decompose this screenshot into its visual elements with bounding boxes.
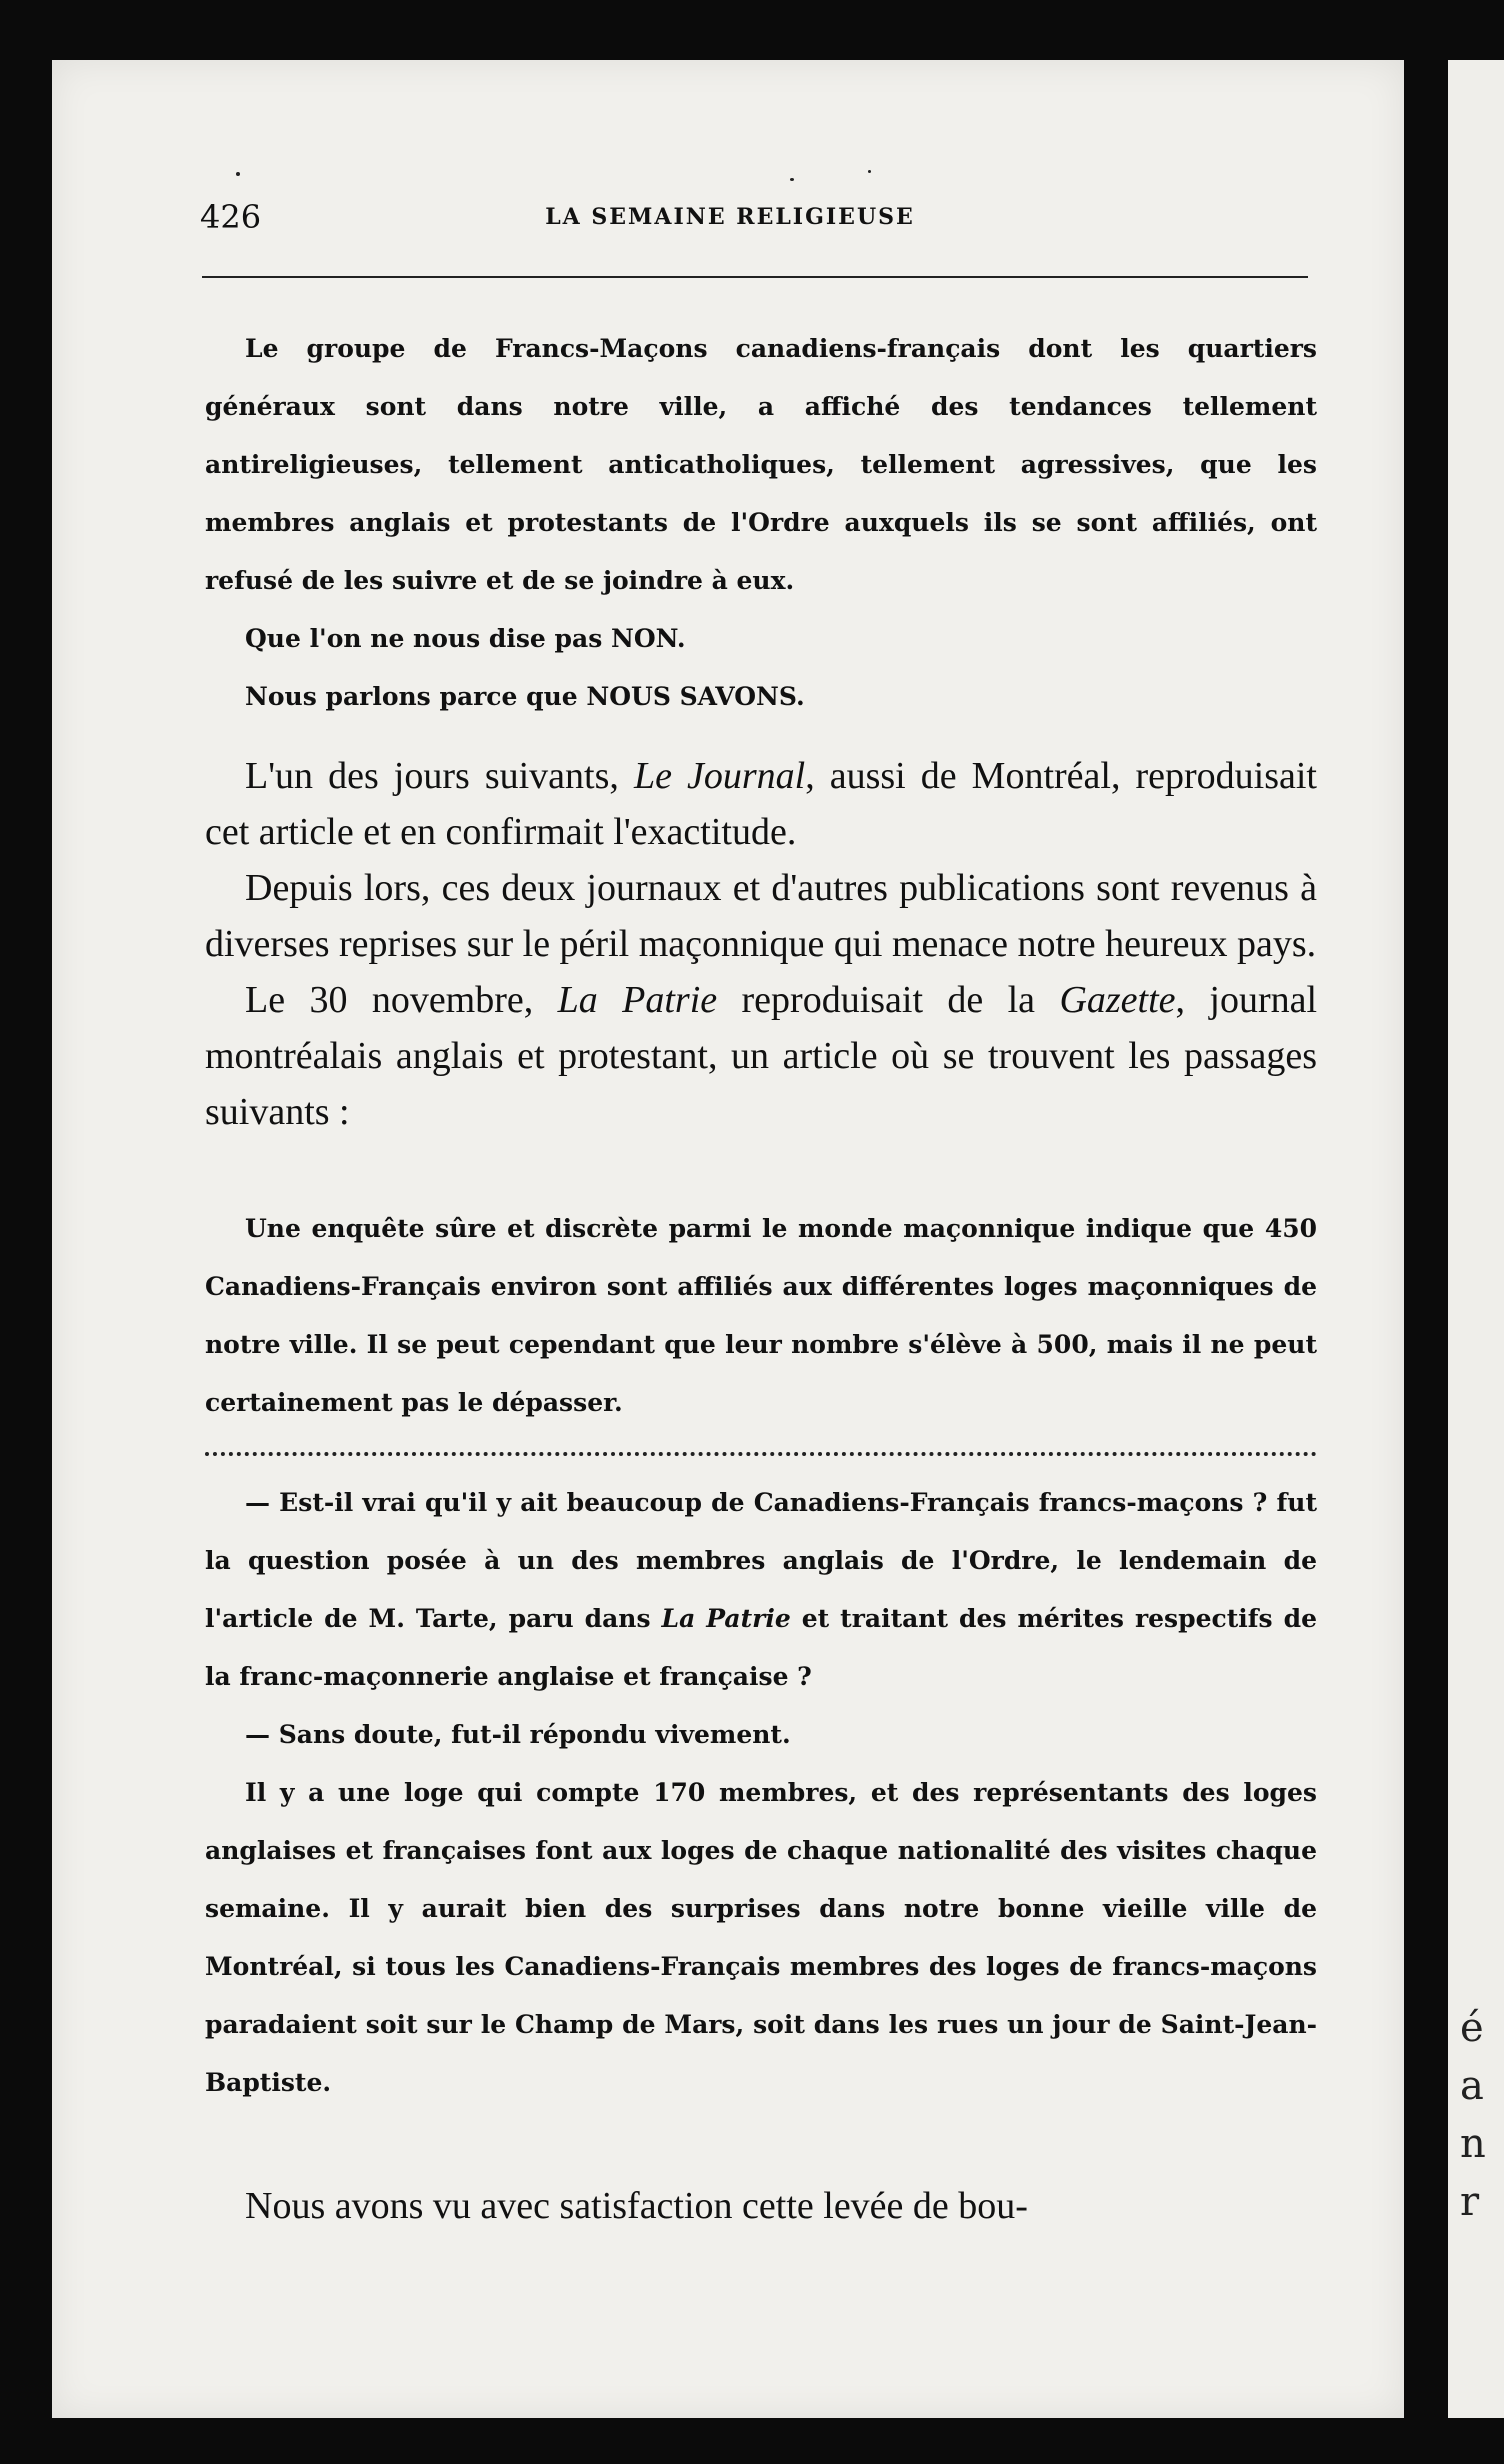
quote-paragraph: Une enquête sûre et discrète parmi le monde maçonnique indique que 450 Canadiens-Français environ sont affiliés aux différentes loges maçonniques de notre ville. Il se peut cependant que leur nombre s'élève à 500, mais il ne peut certainement pas le dépasser.: [205, 1214, 1317, 1417]
small-caps-text: NOUS SAVONS.: [586, 682, 805, 711]
body-text: , aussi de Montréal, reproduisait cet article et en confirmait l'exactitude.: [205, 755, 1317, 853]
quote-text: — Est-il vrai qu'il y ait beaucoup de Canadiens-Français francs-maçons ? fut la question posée à un des membres anglais de l'Ordre, le lendemain de l'article de M. Tarte, paru dans: [205, 1488, 1317, 1633]
quoted-excerpt-3: [205, 1474, 1317, 2112]
header-rule: [202, 276, 1308, 278]
body-paragraph: [205, 748, 1317, 860]
next-page-fragment: a: [1460, 2063, 1484, 2109]
scan-speck: [790, 178, 794, 181]
body-text: , journal montréalais anglais et protestant, un article où se trouvent les passages suivants :: [205, 979, 1318, 1133]
body-paragraph: Depuis lors, ces deux journaux et d'autres publications sont revenus à diverses reprises sur le péril maçonnique qui menace notre heureux pays.: [205, 867, 1317, 965]
quote-text: Nous parlons parce que: [245, 682, 578, 711]
quote-text: et traitant des mérites respectifs de la franc-maçonnerie anglaise et française ?: [205, 1604, 1317, 1691]
next-page-fragment: r: [1460, 2179, 1480, 2225]
quote-paragraph: — Sans doute, fut-il répondu vivement.: [245, 1720, 791, 1749]
body-text-2: [205, 2178, 1317, 2234]
quote-paragraph: Il y a une loge qui compte 170 membres, et des représentants des loges anglaises et françaises font aux loges de chaque nationalité des visites chaque semaine. Il y aurait bien des surprises dans notre bonne vieille ville de Montréal, si tous les Canadiens-Français membres des loges de francs-maçons paradaient soit sur le Champ de Mars, soit dans les rues un jour de Saint-Jean-Baptiste.: [205, 1778, 1317, 2097]
running-head: [150, 198, 1310, 244]
quote-paragraph: [205, 610, 1317, 668]
scan-speck: [236, 172, 240, 176]
body-text: Le 30 novembre,: [245, 979, 534, 1021]
next-page-fragment: n: [1460, 2121, 1486, 2167]
quote-paragraph: [205, 668, 1317, 726]
quoted-excerpt-2: [205, 1200, 1317, 1432]
journal-title: La Patrie: [661, 1604, 791, 1633]
ellipsis-dotted-line: [205, 1444, 1317, 1456]
page-number: 426: [200, 198, 262, 236]
body-text: L'un des jours suivants,: [245, 755, 619, 797]
journal-title: Le Journal: [633, 755, 806, 797]
body-text: reproduisait de la: [741, 979, 1036, 1021]
scan-speck: [868, 170, 871, 173]
body-paragraph: [205, 972, 1317, 1140]
journal-title: Gazette: [1059, 979, 1176, 1021]
body-text-1: [205, 748, 1317, 1140]
body-paragraph: Nous avons vu avec satisfaction cette levée de bou-: [245, 2185, 1028, 2227]
quote-paragraph: Le groupe de Francs-Maçons canadiens-français dont les quartiers généraux sont dans notre ville, a affiché des tendances tellement antireligieuses, tellement anticatholiques, tellement agressives, que les membres anglais et protestants de l'Ordre auxquels ils se sont affiliés, ont refusé de les suivre et de se joindre à eux.: [205, 334, 1317, 595]
next-page-fragment: é: [1460, 2005, 1484, 2051]
quote-paragraph: [205, 1474, 1317, 1706]
running-head-title: LA SEMAINE RELIGIEUSE: [545, 204, 915, 230]
small-caps-text: NON.: [611, 624, 686, 653]
next-page-edge: [1448, 60, 1504, 2418]
quote-text: Que l'on ne nous dise pas: [245, 624, 603, 653]
journal-title: La Patrie: [557, 979, 718, 1021]
quoted-excerpt-1: [205, 320, 1317, 726]
